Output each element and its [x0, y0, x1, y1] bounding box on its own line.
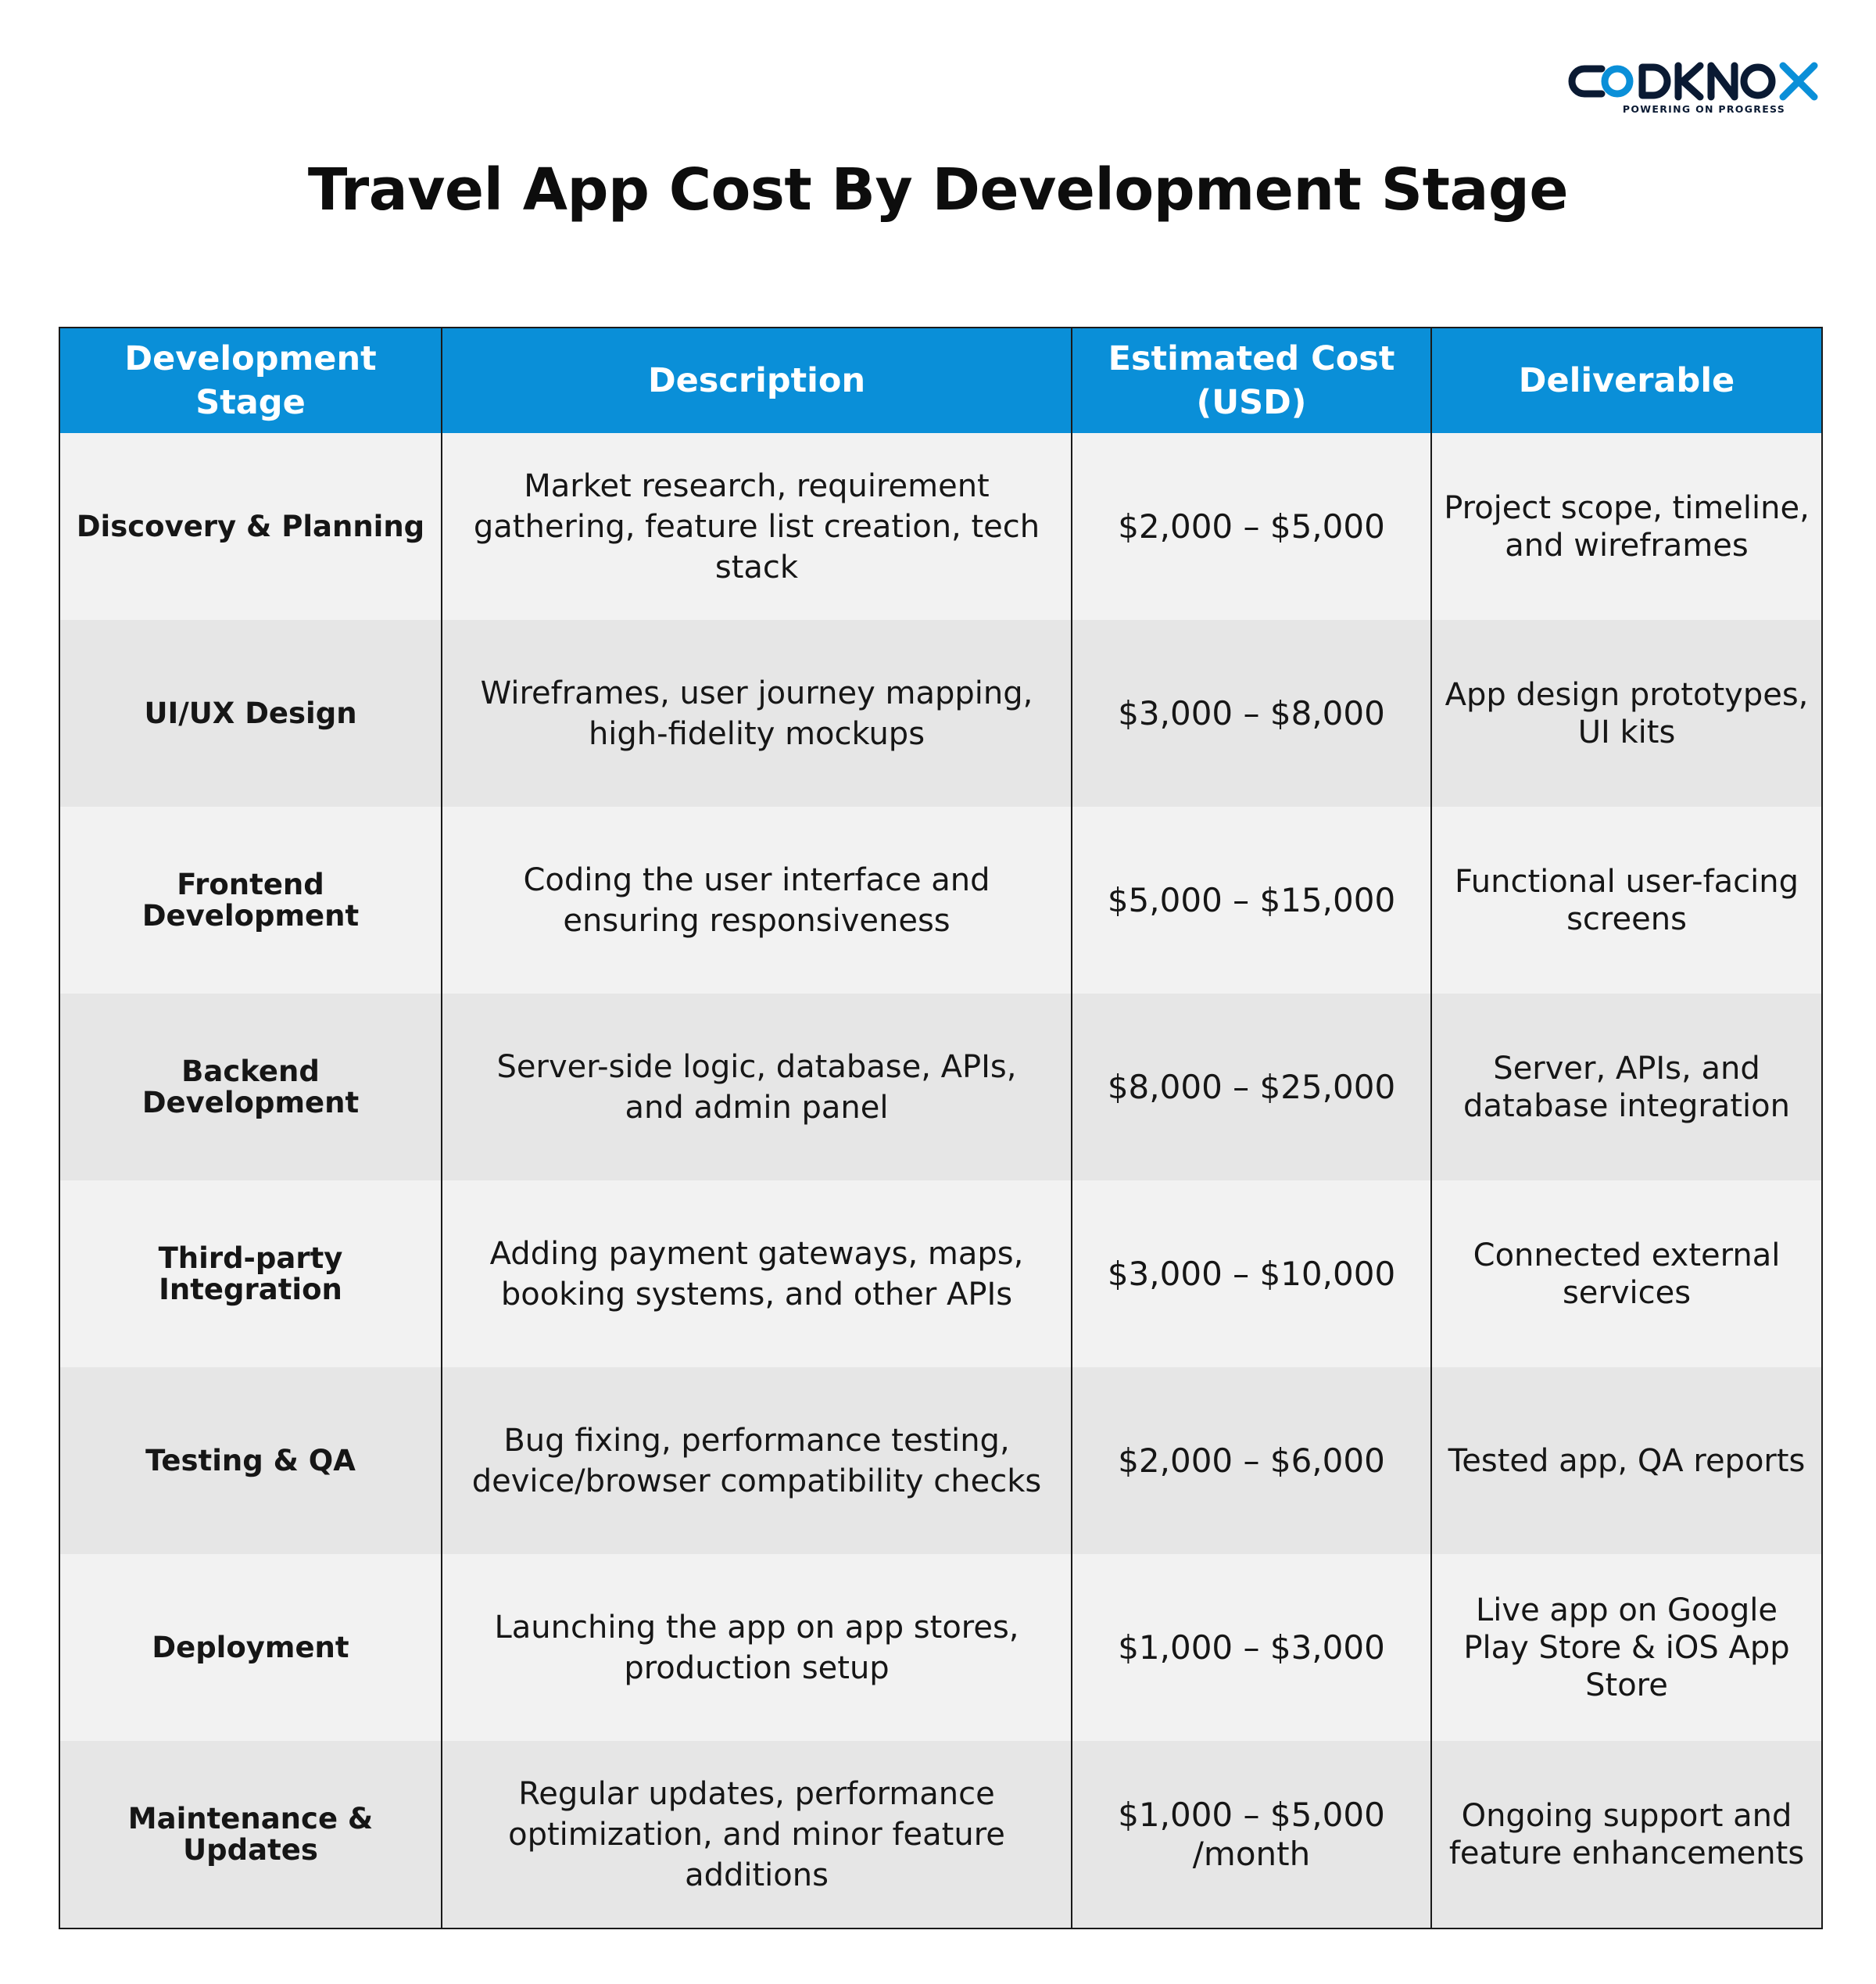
page-title: Travel App Cost By Development Stage: [307, 156, 1569, 224]
cost-cell: $1,000 – $5,000 /month: [1072, 1741, 1431, 1928]
table-row: [59, 807, 1822, 994]
brand-tagline: POWERING ON PROGRESS: [1622, 103, 1786, 115]
cost-cell: $3,000 – $10,000: [1072, 1180, 1431, 1367]
stage-cell: Third-party Integration: [59, 1180, 442, 1367]
description-cell: Market research, requirement gathering, feature list creation, tech stack: [442, 433, 1072, 620]
deliverable-cell: Ongoing support and feature enhancements: [1431, 1741, 1822, 1928]
deliverable-cell: Project scope, timeline, and wireframes: [1431, 433, 1822, 620]
cost-cell: $5,000 – $15,000: [1072, 807, 1431, 994]
description-cell: Wireframes, user journey mapping, high-fidelity mockups: [442, 620, 1072, 807]
cost-cell: $1,000 – $3,000: [1072, 1554, 1431, 1741]
stage-cell: Testing & QA: [59, 1367, 442, 1554]
description-cell: Server-side logic, database, APIs, and admin panel: [442, 994, 1072, 1180]
deliverable-cell: App design prototypes, UI kits: [1431, 620, 1822, 807]
stage-cell: Discovery & Planning: [59, 433, 442, 620]
description-cell: Regular updates, performance optimization, and minor feature additions: [442, 1741, 1072, 1928]
header-development-stage: Development Stage: [59, 328, 442, 433]
description-cell: Bug fixing, performance testing, device/browser compatibility checks: [442, 1367, 1072, 1554]
cost-cell: $8,000 – $25,000: [1072, 994, 1431, 1180]
stage-cell: Frontend Development: [59, 807, 442, 994]
cost-cell: $2,000 – $6,000: [1072, 1367, 1431, 1554]
description-cell: Launching the app on app stores, production setup: [442, 1554, 1072, 1741]
stage-cell: Deployment: [59, 1554, 442, 1741]
description-cell: Adding payment gateways, maps, booking systems, and other APIs: [442, 1180, 1072, 1367]
deliverable-cell: Connected external services: [1431, 1180, 1822, 1367]
deliverable-cell: Functional user-facing screens: [1431, 807, 1822, 994]
description-cell: Coding the user interface and ensuring responsiveness: [442, 807, 1072, 994]
table-row: [59, 1741, 1822, 1928]
table-row: [59, 1180, 1822, 1367]
codknox-logo-icon: [1567, 61, 1825, 102]
deliverable-cell: Tested app, QA reports: [1431, 1367, 1822, 1554]
table-row: [59, 1554, 1822, 1741]
table-row: [59, 433, 1822, 620]
brand-logo: [1567, 61, 1825, 116]
stage-cell: Backend Development: [59, 994, 442, 1180]
cost-cell: $2,000 – $5,000: [1072, 433, 1431, 620]
cost-cell: $3,000 – $8,000: [1072, 620, 1431, 807]
table-header-row: [59, 328, 1822, 433]
header-estimated-cost: Estimated Cost (USD): [1072, 328, 1431, 433]
cost-table: [59, 327, 1823, 1929]
deliverable-cell: Live app on Google Play Store & iOS App Store: [1431, 1554, 1822, 1741]
stage-cell: Maintenance & Updates: [59, 1741, 442, 1928]
header-deliverable: Deliverable: [1431, 328, 1822, 433]
table-row: [59, 994, 1822, 1180]
stage-cell: UI/UX Design: [59, 620, 442, 807]
deliverable-cell: Server, APIs, and database integration: [1431, 994, 1822, 1180]
table-row: [59, 620, 1822, 807]
table-row: [59, 1367, 1822, 1554]
header-description: Description: [442, 328, 1072, 433]
